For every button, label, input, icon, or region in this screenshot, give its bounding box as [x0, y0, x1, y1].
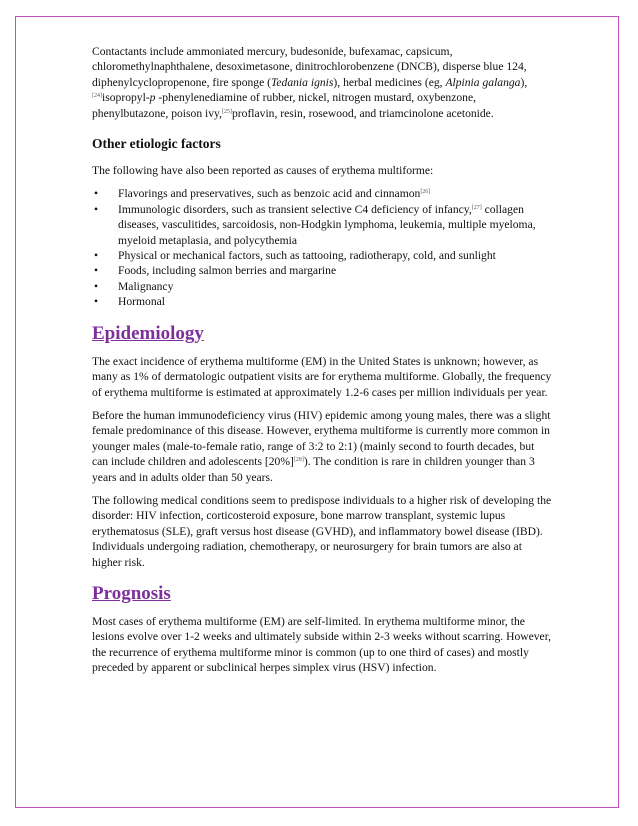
reference-28[interactable]: [28] — [293, 457, 304, 464]
bullet: • — [94, 249, 99, 263]
list-item: • Physical or mechanical factors, such as tattooing, radiotherapy, cold, and sunlight — [94, 249, 496, 263]
italic-term: Tedania ignis — [271, 75, 334, 89]
etiologic-factors-list — [92, 186, 552, 309]
list-item: • Hormonal — [94, 295, 166, 309]
italic-term: Alpinia galanga — [445, 75, 521, 89]
bullet: • — [94, 295, 99, 309]
bullet: • — [94, 187, 99, 201]
list-item: • Flavorings and preservatives, such as benzoic acid and cinnamon[26] — [94, 187, 431, 201]
epidemiology-paragraph-1: The exact incidence of erythema multiforme (EM) in the United States is unknown; however, as many as 1% of dermatologic outpatient visits are for erythema multiforme. Globally, the frequency of erythema multiforme is estimated at approximately 1.2-6 cases per million individuals per year. — [92, 354, 552, 399]
prognosis-heading: Prognosis — [92, 582, 171, 604]
document-body — [92, 44, 552, 676]
other-factors-intro: The following have also been reported as causes of erythema multiforme: — [92, 164, 434, 178]
italic-term: p — [149, 91, 156, 105]
reference-27[interactable]: [27] — [471, 204, 482, 211]
bullet: • — [94, 279, 99, 293]
text-run: proflavin, resin, rosewood, and triamcinolone acetonide. — [231, 106, 494, 120]
reference-25[interactable]: [25] — [221, 108, 232, 115]
list-item: • Malignancy — [94, 279, 174, 293]
text-run: ), — [520, 75, 528, 89]
epidemiology-paragraph-2: Before the human immunodeficiency virus (HIV) epidemic among young males, there was a slight female predominance of this disease. However, erythema multiforme is currently more common in younger males (male-to-female ratio, range of 3:2 to 2:1) (mainly second to fourth decades, but can include children and adolescents [20%][28]). The condition is rare in children younger than 3 years and in adults older than 50 years. — [92, 408, 551, 484]
text-run: ), herbal medicines (eg, — [333, 75, 446, 89]
epidemiology-heading: Epidemiology — [92, 322, 204, 344]
bullet: • — [94, 264, 99, 278]
text-run: Contactants include ammoniated mercury, budesonide, bufexamac, capsicum, chloromethylnaphthalene, desoximetasone, dinitrochlorobenzene (DNCB), disperse blue 124, diphenylcyclopropenone, fire sponge ( — [92, 45, 527, 89]
other-etiologic-factors-heading: Other etiologic factors — [92, 136, 221, 152]
contactants-paragraph — [92, 44, 552, 121]
text-run: isopropyl- — [102, 91, 150, 105]
text-run: -phenylenediamine of rubber, nickel, nitrogen mustard, oxybenzone, phenylbutazone, poison ivy, — [92, 91, 476, 120]
list-item: • Foods, including salmon berries and margarine — [94, 264, 337, 278]
reference-26[interactable]: [26] — [420, 189, 431, 196]
list-item: • Immunologic disorders, such as transient selective C4 deficiency of infancy,[27] collagen diseases, vasculitides, sarcoidosis, non-Hodgkin lymphoma, leukemia, multiple myeloma, myeloid metaplasia, and polycythemia — [94, 202, 536, 247]
bullet: • — [94, 202, 99, 216]
prognosis-paragraph-1: Most cases of erythema multiforme (EM) are self-limited. In erythema multiforme minor, the lesions evolve over 1-2 weeks and ultimately subside within 2-3 weeks without scarring. However, the recurrence of erythema multiforme minor is common (up to one third of cases) and mostly preceded by apparent or subclinical herpes simplex virus (HSV) infection. — [92, 614, 551, 675]
reference-24[interactable]: [24] — [92, 93, 102, 100]
epidemiology-paragraph-3: The following medical conditions seem to predispose individuals to a higher risk of developing the disorder: HIV infection, corticosteroid exposure, bone marrow transplant, systemic lupus erythematosus (SLE), graft versus host disease (GVHD), and inflammatory bowel disease (IBD). Individuals undergoing radiation, chemotherapy, or neurosurgery for brain tumors are also at higher risk. — [92, 493, 552, 569]
